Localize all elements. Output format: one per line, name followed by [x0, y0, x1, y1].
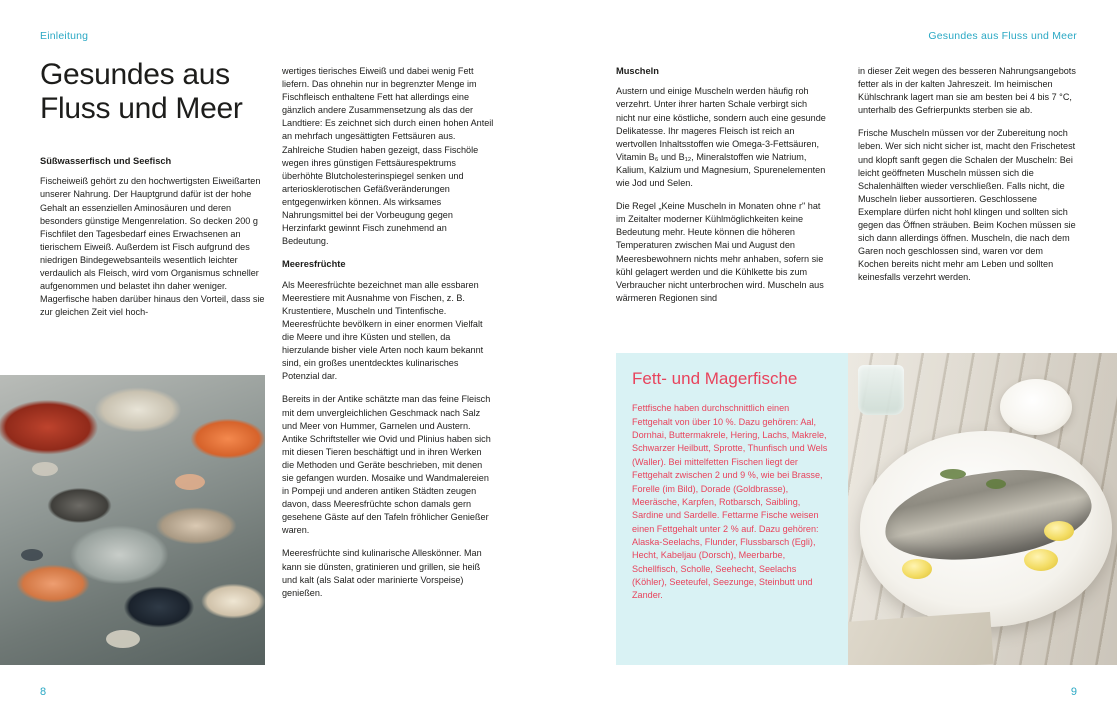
kitchen-cloth — [848, 612, 994, 665]
running-head-right: Gesundes aus Fluss und Meer — [928, 30, 1077, 42]
text-column-1 — [40, 155, 265, 329]
herb-garnish — [940, 469, 966, 479]
infobox-title: Fett- und Magerfische — [632, 369, 798, 388]
paragraph: Frische Muscheln müssen vor der Zubereitung noch leben. Wer sich nicht sicher ist, macht den Frischetest und klopft sanft gegen die Schalen der Muscheln: Bei leicht geöffneten Muscheln müssen sich die Schalenhälften wieder verschließen. Falls nicht, die Muscheln lieber aussortieren. Geschlossene Exemplare dürfen nicht hohl klingen und sollten sich gegen das Öffnen sträuben. Beim Kochen müssen sie sich dann allerdings öffnen. Muscheln, die nach dem Garen noch geschlossen sind, waren vor dem Kochen bereits nicht mehr am Leben und sollten keinesfalls verzehrt werden. — [858, 128, 1076, 283]
paragraph: wertiges tierisches Eiweiß und dabei wenig Fett liefern. Das ohnehin nur in begrenzter Menge im Fischfleisch enthaltene Fett hat allerdings eine gänzlich andere Zusammensetzung als das der Landtiere: Es zeichnet sich durch einen hohen Anteil an mehrfach ungesättigten Fettsäuren aus. Zahlreiche Studien haben gezeigt, dass Fischöle wegen ihres günstigen Fettsäurespektrums überhöhte Blutcholesterinspiegel senken und arteriosklerotischen Gefäßveränderungen entgegenwirken können. Als wirksames Nahrungsmittel bei der Vorbeugung gegen Herzinfarkt gewinnt Fisch zunehmend an Bedeutung. — [282, 66, 494, 247]
decor-shrimp — [175, 474, 205, 490]
sauce-bowl — [1000, 379, 1072, 435]
section-heading-muscheln: Muscheln — [616, 66, 659, 76]
text-column-4 — [858, 65, 1076, 295]
text-column-2 — [282, 65, 494, 610]
seafood-photo-image — [0, 375, 265, 665]
herb-garnish — [986, 479, 1006, 489]
paragraph: Meeresfrüchte sind kulinarische Alleskönner. Man kann sie dünsten, gratinieren und grillen, sie heiß und kalt (als Salat oder marinierte Vorspeise) genießen. — [282, 548, 482, 598]
fish-photo — [848, 353, 1117, 665]
decor-mussel — [21, 549, 43, 561]
paragraph: Austern und einige Muscheln werden häufig roh verzehrt. Unter ihrer harten Schale verbirgt sich nicht nur eine köstliche, sondern auch eine gesunde Delikatesse. Ihr mageres Fleisch ist reich an wertvollen Inhaltsstoffen wie Omega-3-Fettsäuren, Vitamin B₆ und B₁₂, Mineralstoffen wie Natrium, Kalium, Kalzium und Magnesium, Spurenelementen wie Jod und Selen. — [616, 86, 826, 189]
running-head-left: Einleitung — [40, 30, 89, 42]
folio-left: 8 — [40, 686, 47, 698]
paragraph: in dieser Zeit wegen des besseren Nahrungsangebots fetter als in der kalten Jahreszeit. Im heimischen Kühlschrank lagert man sie am besten bei 4 bis 7 °C, unterhalb des Gefrierpunkts sterben sie ab. — [858, 66, 1076, 116]
infobox-text: Fettfische haben durchschnittlich einen Fettgehalt von über 10 %. Dazu gehören: Aal, Dornhai, Buttermakrele, Hering, Lachs, Makrele, Schwarzer Heilbutt, Sprotte, Thunfisch und Wels (Waller). Bei mittelfetten Fischen liegt der Fettgehalt zwischen 2 und 9 %, wie bei Brasse, Forelle (im Bild), Dorade (Goldbrasse), Meeräsche, Karpfen, Rotbarsch, Saibling, Sardine und Sardelle. Fettarme Fische weisen einen Fettgehalt unter 2 % auf. Dazu gehören: Alaska-Seelachs, Flunder, Flussbarsch (Egli), Hecht, Kabeljau (Dorsch), Meerbarbe, Schellfisch, Scholle, Seehecht, Seelachs (Köhler), Seeteufel, Seezunge, Steinbutt und Zander. — [632, 403, 828, 601]
section-heading-meeresfruechte: Meeresfrüchte — [282, 259, 346, 270]
section-heading-suesswasserfisch: Süßwasserfisch und Seefisch — [40, 156, 172, 166]
infobox-fett-und-magerfische — [616, 353, 848, 665]
lemon-slice — [1044, 521, 1074, 541]
lemon-slice — [902, 559, 932, 579]
drinking-glass — [858, 365, 904, 415]
seafood-photo — [0, 375, 265, 665]
lemon-slice — [1024, 549, 1058, 571]
paragraph: Fischeiweiß gehört zu den hochwertigsten Eiweißarten unserer Nahrung. Der Hauptgrund dafür ist der hohe Gehalt an essenziellen Aminosäuren und deren besonders günstige Mengenrelation. So decken 200 g Fischfilet den Tagesbedarf eines Erwachsenen an tierischem Eiweiß. Außerdem ist Fisch aufgrund des niedrigen Bindegewebsanteils wesentlich leichter verdaulich als Fleisch, wird vom Organismus schneller aufgenommen und belastet ihn daher weniger. Magerfische haben darüber hinaus den Vorteil, dass sie zur gleichen Zeit viel hoch- — [40, 176, 265, 318]
paragraph: Bereits in der Antike schätzte man das feine Fleisch mit dem unvergleichlichen Geschmack nach Salz und Meer von Hummer, Garnelen und Austern. Antike Schriftsteller wie Ovid und Plinius haben sich mit diesen Tieren beschäftigt und in ihren Werken die Methoden und Geräte beschrieben, mit denen sie gefangen wurden. Mosaike und Wandmalereien in Pompeji und anderen antiken Städten zeugen davon, dass Meeresfrüchte schon damals gern gesehene Gäste auf den Tafeln fröhlicher Genießer waren. — [282, 394, 491, 536]
folio-right: 9 — [1070, 686, 1077, 698]
decor-shell — [32, 462, 58, 476]
text-column-3 — [616, 65, 828, 315]
paragraph: Als Meeresfrüchte bezeichnet man alle essbaren Meerestiere mit Ausnahme von Fischen, z. B. Krustentiere, Muscheln und Tintenfische. Meeresfrüchte bevölkern in einer enormen Vielfalt die Meere und ihre Küsten und stellen, da hierzulande bisher viele Arten noch kaum bekannt sind, ein großes unentdecktes kulinarisches Potenzial dar. — [282, 279, 484, 382]
paragraph: Die Regel „Keine Muscheln in Monaten ohne r" hat im Zeitalter moderner Kühlmöglichkeiten keine Bedeutung mehr. Heute können die höheren Temperaturen zwischen Mai und August den Meeresbewohnern nichts mehr anhaben, sofern sie kühl gelagert werden und die Kühlkette bis zum Verbraucher nicht unterbrochen wird. Muscheln aus wärmeren Regionen sind — [616, 201, 824, 303]
page-title: Gesundes aus Fluss und Meer — [40, 58, 243, 126]
